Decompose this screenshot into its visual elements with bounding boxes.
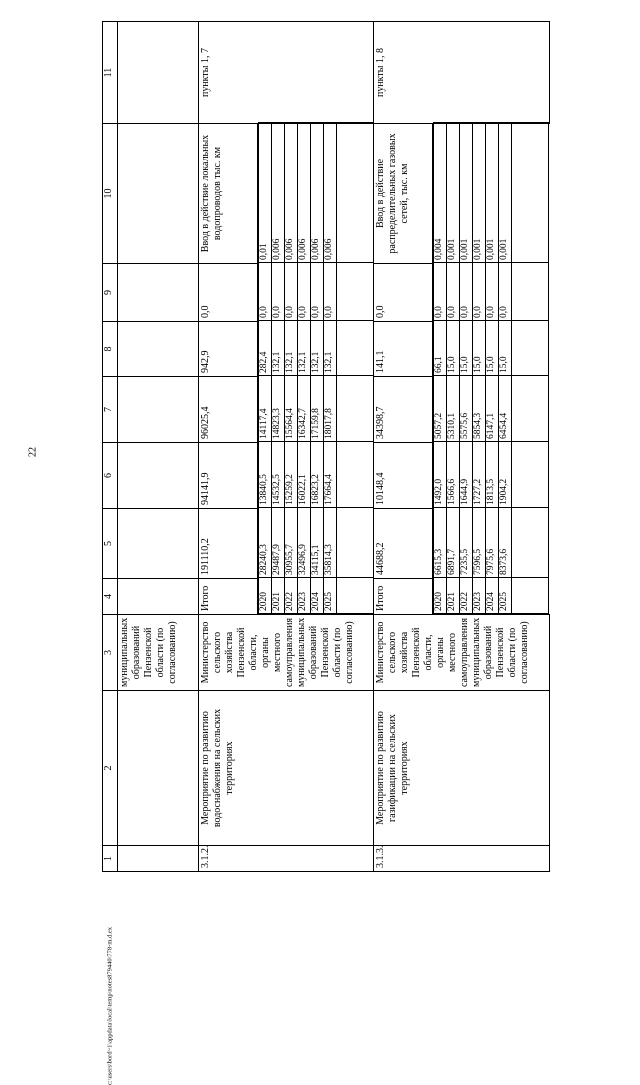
year-c9: 0,0	[460, 263, 473, 321]
total-c5: 191110,2	[199, 509, 258, 579]
year-c10: 0,01	[259, 123, 272, 263]
year-c7: 17159,8	[311, 376, 324, 442]
measure-id: 3.1.3.	[374, 846, 550, 872]
year-c8: 15,0	[499, 321, 512, 376]
year: 2023	[298, 578, 311, 614]
year-c7: 6147,1	[486, 376, 499, 442]
year-c10: 0,001	[460, 123, 473, 263]
executor: Министерство сельского хозяйства Пензенской области, органы местного самоуправления муниципальных образований Пензенской области (по согласованию)	[374, 615, 550, 691]
year-c8: 15,0	[460, 321, 473, 376]
year: 2025	[324, 578, 337, 614]
total-c7: 96025,4	[199, 377, 258, 443]
year-c10: 0,006	[324, 123, 337, 263]
year: 2020	[434, 578, 447, 614]
year-c8: 132,1	[272, 321, 285, 376]
col-num-7: 7	[103, 377, 118, 443]
reference: пункты 1, 7	[199, 22, 374, 124]
year-c7: 15564,4	[285, 376, 298, 442]
page-number: 22	[27, 447, 39, 457]
year-c10: 0,001	[473, 123, 486, 263]
measure-name: Мероприятие по развитию водоснабжения на сельских территориях	[199, 691, 374, 846]
year-c10: 0,006	[311, 123, 324, 263]
year-c10: 0,006	[298, 123, 311, 263]
year-c8: 66,1	[434, 321, 447, 376]
years-subtable	[258, 122, 373, 614]
year-c5: 29487,9	[272, 508, 285, 578]
total-c7: 34398,7	[374, 377, 433, 443]
year-c10: 0,001	[447, 123, 460, 263]
year-c7: 14823,3	[272, 376, 285, 442]
measure-row	[374, 22, 433, 872]
col-num-2: 2	[103, 691, 118, 846]
year-c9: 0,0	[285, 263, 298, 321]
year-c6: 1492,0	[434, 442, 447, 508]
year-c7: 16342,7	[298, 376, 311, 442]
year: 2021	[447, 578, 460, 614]
continuation-text: муниципальных образований Пензенской области (по согласованию)	[118, 615, 199, 691]
year-c8: 282,4	[259, 321, 272, 376]
year-c10: 0,004	[434, 123, 447, 263]
year-c6: 13840,5	[259, 442, 272, 508]
total-c9: 0,0	[374, 264, 433, 322]
year-c7: 18017,8	[324, 376, 337, 442]
year-c6: 15259,2	[285, 442, 298, 508]
year-c10: 0,006	[285, 123, 298, 263]
measure-id: 3.1.2.	[199, 846, 374, 872]
year-c5: 7596,5	[473, 508, 486, 578]
rotated-table-sheet	[102, 22, 585, 872]
year-c6: 1813,5	[486, 442, 499, 508]
year-c5: 34115,1	[311, 508, 324, 578]
year-c9: 0,0	[447, 263, 460, 321]
year-c5: 7235,5	[460, 508, 473, 578]
year-c6: 14532,5	[272, 442, 285, 508]
year-c8: 15,0	[486, 321, 499, 376]
year: 2020	[259, 578, 272, 614]
year-c6: 1727,2	[473, 442, 486, 508]
year-c7: 5310,1	[447, 376, 460, 442]
year: 2023	[473, 578, 486, 614]
year-c8: 132,1	[285, 321, 298, 376]
year-c9: 0,0	[298, 263, 311, 321]
year-c9: 0,0	[259, 263, 272, 321]
year-c7: 5057,2	[434, 376, 447, 442]
year-c5: 28240,3	[259, 508, 272, 578]
year: 2022	[460, 578, 473, 614]
year-c6: 1566,6	[447, 442, 460, 508]
total-c6: 94141,9	[199, 443, 258, 509]
col-num-10: 10	[103, 124, 118, 264]
year-c5: 7975,6	[486, 508, 499, 578]
year-c8: 15,0	[473, 321, 486, 376]
year-c9: 0,0	[272, 263, 285, 321]
total-c5: 44688,2	[374, 509, 433, 579]
year-c7: 6454,4	[499, 376, 512, 442]
year: 2024	[311, 578, 324, 614]
col-num-1: 1	[103, 846, 118, 872]
col-num-5: 5	[103, 509, 118, 579]
year-c9: 0,0	[434, 263, 447, 321]
year-c8: 15,0	[447, 321, 460, 376]
total-c9: 0,0	[199, 264, 258, 322]
col-num-9: 9	[103, 264, 118, 322]
year-c9: 0,0	[499, 263, 512, 321]
col-num-4: 4	[103, 579, 118, 615]
year: 2025	[499, 578, 512, 614]
year: 2024	[486, 578, 499, 614]
year-c5: 30955,7	[285, 508, 298, 578]
measure-row	[199, 22, 258, 872]
total-label: Итого	[374, 579, 433, 615]
column-number-row	[103, 22, 118, 872]
year: 2022	[285, 578, 298, 614]
year-c9: 0,0	[311, 263, 324, 321]
year-c10: 0,006	[272, 123, 285, 263]
year-c10: 0,001	[486, 123, 499, 263]
executor: Министерство сельского хозяйства Пензенской области, органы местного самоуправления муниципальных образований Пензенской области (по согласованию)	[199, 615, 374, 691]
indicator: Ввод в действие локальных водопроводов тыс. км	[199, 124, 258, 264]
program-measures-table	[102, 21, 550, 872]
total-c8: 942,9	[199, 322, 258, 377]
year-c8: 132,1	[311, 321, 324, 376]
year-c10: 0,001	[499, 123, 512, 263]
year-c8: 132,1	[324, 321, 337, 376]
year-c5: 6615,3	[434, 508, 447, 578]
indicator: Ввод в действие распределительных газовых сетей, тыс. км	[374, 124, 433, 264]
continuation-row	[118, 22, 199, 872]
years-subtable	[433, 122, 549, 614]
year-c6: 16823,2	[311, 442, 324, 508]
year-c6: 1904,2	[499, 442, 512, 508]
year: 2021	[272, 578, 285, 614]
year-c7: 5575,6	[460, 376, 473, 442]
reference: пункты 1, 8	[374, 22, 550, 124]
year-c9: 0,0	[324, 263, 337, 321]
year-c5: 35814,3	[324, 508, 337, 578]
total-c6: 10148,4	[374, 443, 433, 509]
measure-name: Мероприятие по развитию газификации на сельских территориях	[374, 691, 550, 846]
year-c5: 32496,9	[298, 508, 311, 578]
col-num-3: 3	[103, 615, 118, 691]
file-path-footer: c:\users\bord~1\appdata\local\temp\notes879440\778-m.d.ex	[106, 926, 114, 1085]
year-c6: 17664,4	[324, 442, 337, 508]
year-c9: 0,0	[486, 263, 499, 321]
year-c5: 8373,6	[499, 508, 512, 578]
year-c7: 14117,4	[259, 376, 272, 442]
col-num-6: 6	[103, 443, 118, 509]
col-num-11: 11	[103, 22, 118, 124]
col-num-8: 8	[103, 322, 118, 377]
year-c9: 0,0	[473, 263, 486, 321]
year-c7: 5854,3	[473, 376, 486, 442]
total-c8: 141,1	[374, 322, 433, 377]
year-c6: 1644,9	[460, 442, 473, 508]
year-c5: 6891,7	[447, 508, 460, 578]
year-c8: 132,1	[298, 321, 311, 376]
total-label: Итого	[199, 579, 258, 615]
year-c6: 16022,1	[298, 442, 311, 508]
